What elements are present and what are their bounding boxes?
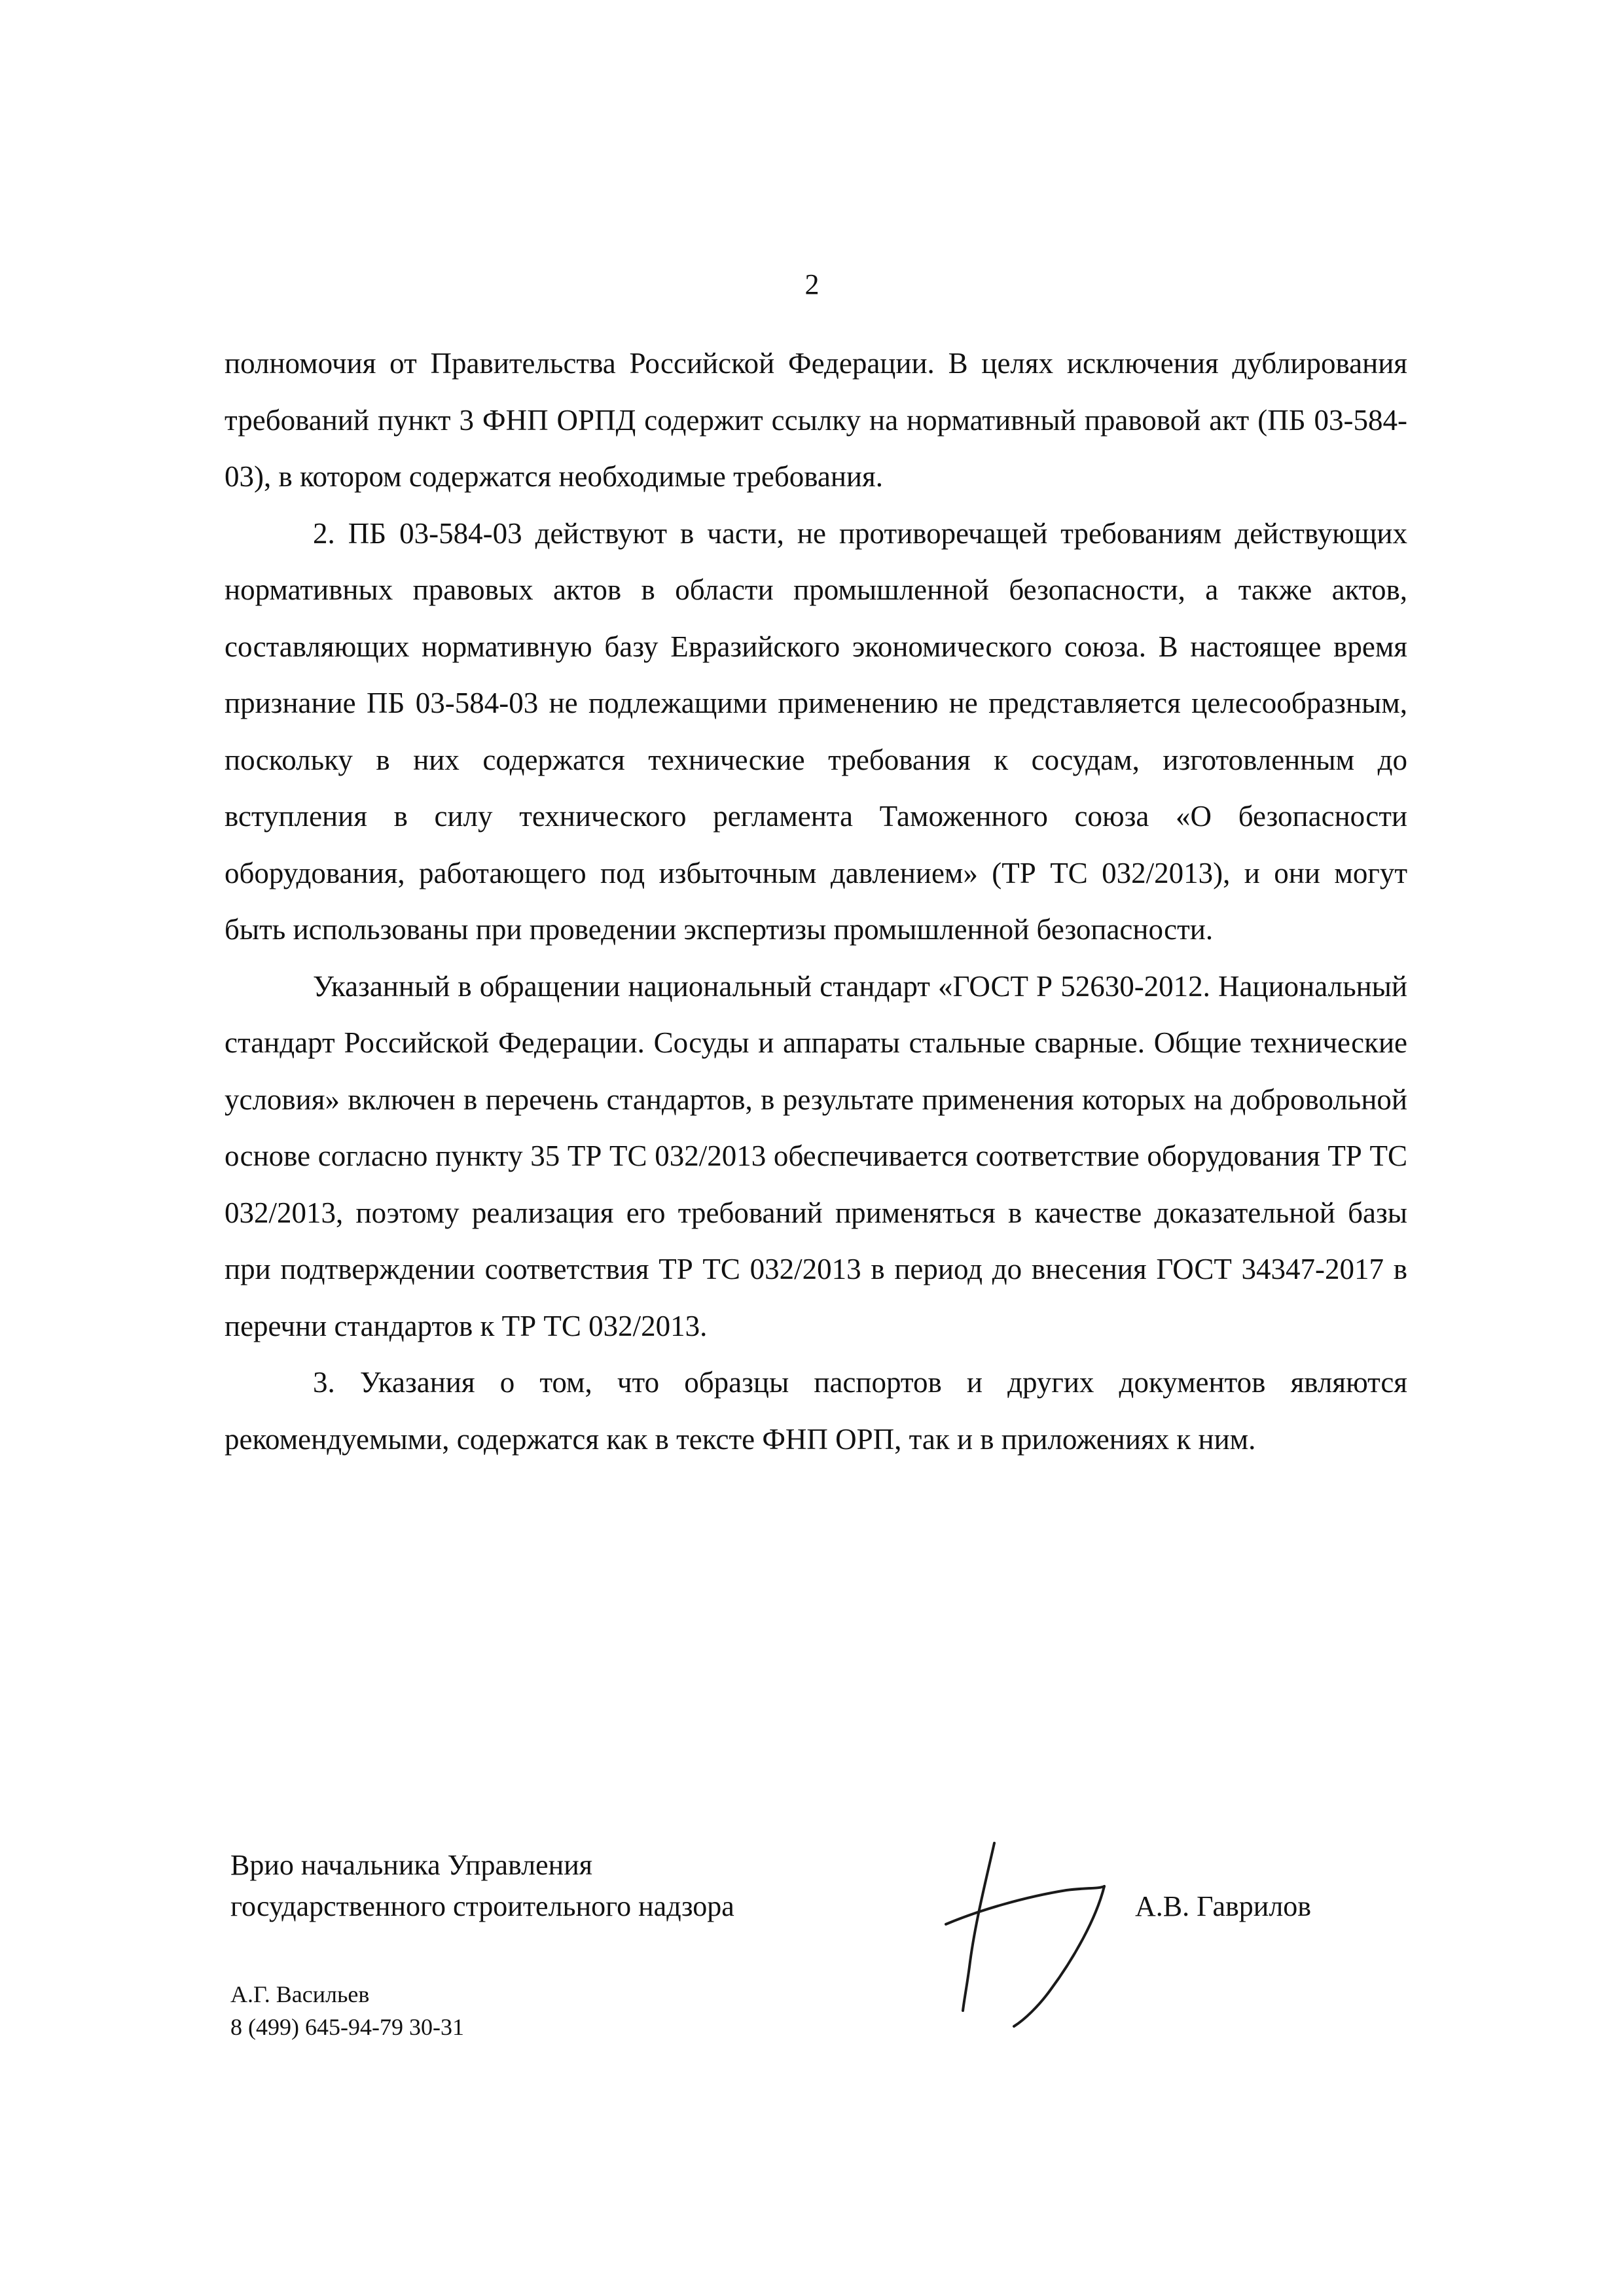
signer-position (230, 1844, 950, 1927)
signer-position-line-2: государственного строительного надзора (230, 1890, 734, 1922)
page-number: 2 (804, 268, 820, 300)
paragraph-item-3: 3. Указания о том, что образцы паспортов и других документов являются рекомендуемыми, содержатся как в тексте ФНП ОРП, так и в приложениях к ним. (225, 1366, 1407, 1456)
letter-body (225, 335, 1407, 1467)
paragraph-gost-standard: Указанный в обращении национальный стандарт «ГОСТ Р 52630-2012. Национальный стандарт Российской Федерации. Сосуды и аппараты стальные сварные. Общие технические условия» включен в перечень стандартов, в результате применения которых на добровольной основе согласно пункту 35 ТР ТС 032/2013 обеспечивается соответствие оборудования ТР ТС 032/2013, поэтому реализация его требований применяться в качестве доказательной базы при подтверждении соответствия ТР ТС 032/2013 в период до внесения ГОСТ 34347-2017 в перечни стандартов к ТР ТС 032/2013. (225, 969, 1407, 1342)
executor-info (230, 1978, 464, 2043)
executor-name: А.Г. Васильев (230, 1981, 370, 2007)
paragraph-item-2: 2. ПБ 03-584-03 действуют в части, не противоречащей требованиям действующих нормативных правовых актов в области промышленной безопасности, а также актов, составляющих нормативную базу Евразийского экономического союза. В настоящее время признание ПБ 03-584-03 не подлежащими применению не представляется целесообразным, поскольку в них содержатся технические требования к сосудам, изготовленным до вступления в силу технического регламента Таможенного союза «О безопасности оборудования, работающего под избыточным давлением» (ТР ТС 032/2013), и они могут быть использованы при проведении экспертизы промышленной безопасности. (225, 516, 1407, 946)
handwritten-signature (941, 1826, 1111, 2029)
paragraph-continuation: полномочия от Правительства Российской Федерации. В целях исключения дублирования требований пункт 3 ФНП ОРПД содержит ссылку на нормативный правовой акт (ПБ 03-584-03), в котором содержатся необходимые требования. (225, 347, 1407, 493)
signer-name: А.В. Гаврилов (1135, 1890, 1312, 1922)
executor-phone: 8 (499) 645-94-79 30-31 (230, 2014, 464, 2040)
signer-position-line-1: Врио начальника Управления (230, 1849, 592, 1881)
